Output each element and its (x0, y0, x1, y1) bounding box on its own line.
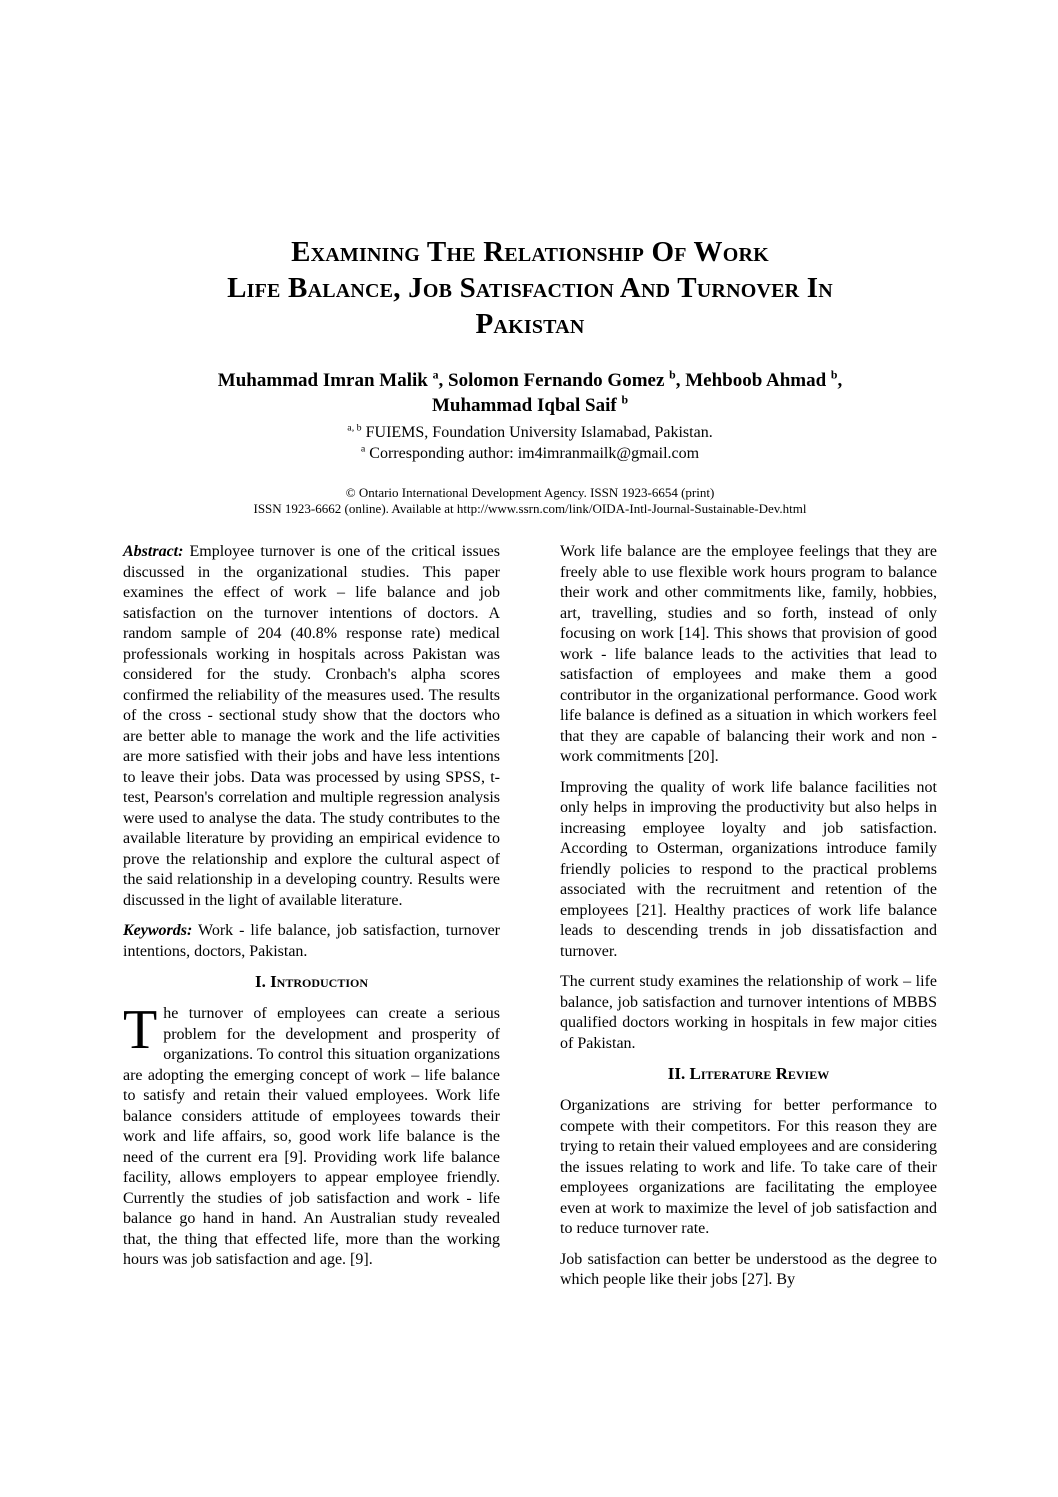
keywords-paragraph (123, 921, 500, 962)
corresponding-label: Corresponding author: (365, 445, 518, 462)
author-line-2 (123, 393, 937, 418)
copyright-line-1: © Ontario International Development Agency. ISSN 1923-6654 (print) (345, 485, 715, 500)
body-paragraph: The current study examines the relationship of work – life balance, job satisfaction and turnover intentions of MBBS qualified doctors working in hospitals in few major cities of Pakistan. (560, 973, 937, 1052)
affiliation-line (123, 422, 937, 443)
section-heading-introduction: I. Introduction (254, 972, 369, 991)
corresponding-mark: a (360, 443, 366, 455)
copyright-line-2-text: ISSN 1923-6662 (online). Available at (253, 501, 457, 516)
section-heading-literature-review: II. Literature Review (667, 1064, 830, 1083)
abstract-paragraph (123, 542, 500, 911)
keywords-label: Keywords: (123, 922, 193, 939)
author-name: , Mehboob Ahmad (675, 370, 831, 391)
paper-title-line-1: Examining The Relationship Of Work (291, 236, 769, 268)
journal-url: http://www.ssrn.com/link/OIDA-Intl-Journal-Sustainable-Dev.html (456, 501, 807, 516)
affiliation-marks: a, b (347, 422, 362, 434)
abstract-text: Employee turnover is one of the critical issues discussed in the organizational studies. This paper examines the effect of work – life balance and job satisfaction on the turnover intentions of doctors. A random sample of 204 (40.8% response rate) medical professionals working in hospitals across Pakistan was considered for the study. Cronbach's alpha scores confirmed the reliability of the measures used. The results of the cross - sectional study show that the doctors who are better able to manage the work and the life activities are more satisfied with their jobs and have less intentions to leave their jobs. Data was processed by using SPSS, t- test, Pearson's correlation and multiple regression analysis were used to analyse the data. The study contributes to the available literature by providing an empirical evidence to prove the relationship and explore the cultural aspect of the said relationship in a developing country. Results were discussed in the light of available literature. (123, 543, 500, 909)
body-paragraph: Organizations are striving for better performance to compete with their competitors. For this reason they are trying to retain their valued employees and are considering the issues relating to work and life. To take care of their employees organizations are facilitating the employee even at work to maximize the level of job satisfaction and to reduce turnover rate. (560, 1097, 937, 1237)
author-affiliation-mark: b (669, 368, 676, 382)
drop-cap: T (123, 999, 158, 1061)
left-column (123, 542, 500, 1301)
author-affiliation-mark: a (432, 368, 439, 382)
body-paragraph: Work life balance are the employee feelings that they are freely able to use flexible work hours program to balance their work and other commitments like, family, hobbies, art, travelling, studies and so forth, instead of only focusing on work [14]. This shows that provision of good work - life balance leads to the activities that lead to satisfaction of employees and make them a good contributor in the organizational performance. Good work life balance is defined as a situation in which workers feel that they are capable of balancing their work and non - work commitments [20]. (560, 543, 937, 765)
author-separator: , (837, 370, 843, 391)
copyright-block (123, 485, 937, 517)
right-column (560, 542, 937, 1301)
abstract-label: Abstract: (123, 543, 184, 560)
introduction-text: he turnover of employees can create a serious problem for the development and prosperity of organizations. To control this situation organizations are adopting the emerging concept of work – life balance to satisfy and retain their valued employees. Work life balance considers attitude of employees towards their work and life affairs, so, good work life balance is the need of the current era [9]. Providing work life balance facility, allows employers to appear employee friendly. Currently the studies of job satisfaction and work - life balance go hand in hand. An Australian study revealed that, the thing that effected life, more than the working hours was job satisfaction and age. [9]. (123, 1005, 500, 1268)
corresponding-email: im4imranmailk@gmail.com (517, 445, 700, 462)
author-name: , Solomon Fernando Gomez (438, 370, 670, 391)
body-paragraph: Improving the quality of work life balance facilities not only helps in improving the productivity but also helps in increasing employee loyalty and job satisfaction. According to Osterman, organizations introduce family friendly policies to respond to the practical problems associated with the recruitment and retention of the employees [21]. Healthy practices of work life balance leads to descending trends in job dissatisfaction and turnover. (560, 778, 937, 960)
affiliation-text: FUIEMS, Foundation University Islamabad, Pakistan. (361, 424, 713, 441)
author-list (123, 368, 937, 418)
author-affiliation-mark: b (830, 368, 838, 382)
author-affiliation-mark: b (621, 393, 629, 407)
author-line-1 (123, 368, 937, 393)
page-content (123, 0, 937, 1301)
corresponding-author-line (123, 443, 937, 464)
two-column-body (123, 542, 937, 1301)
paper-title (123, 234, 937, 342)
body-paragraph: Job satisfaction can better be understood as the degree to which people like their jobs [27]. By (560, 1250, 937, 1288)
paper-title-line-3: Pakistan (475, 308, 585, 340)
introduction-paragraph (123, 999, 500, 1271)
author-name: Muhammad Iqbal Saif (431, 395, 622, 416)
paper-title-line-2: Life Balance, Job Satisfaction And Turnover In (227, 272, 833, 304)
author-name: Muhammad Imran Malik (217, 370, 433, 391)
copyright-line-2 (123, 501, 937, 517)
keywords-text: Work - life balance, job satisfaction, turnover intentions, doctors, Pakistan. (123, 922, 500, 960)
